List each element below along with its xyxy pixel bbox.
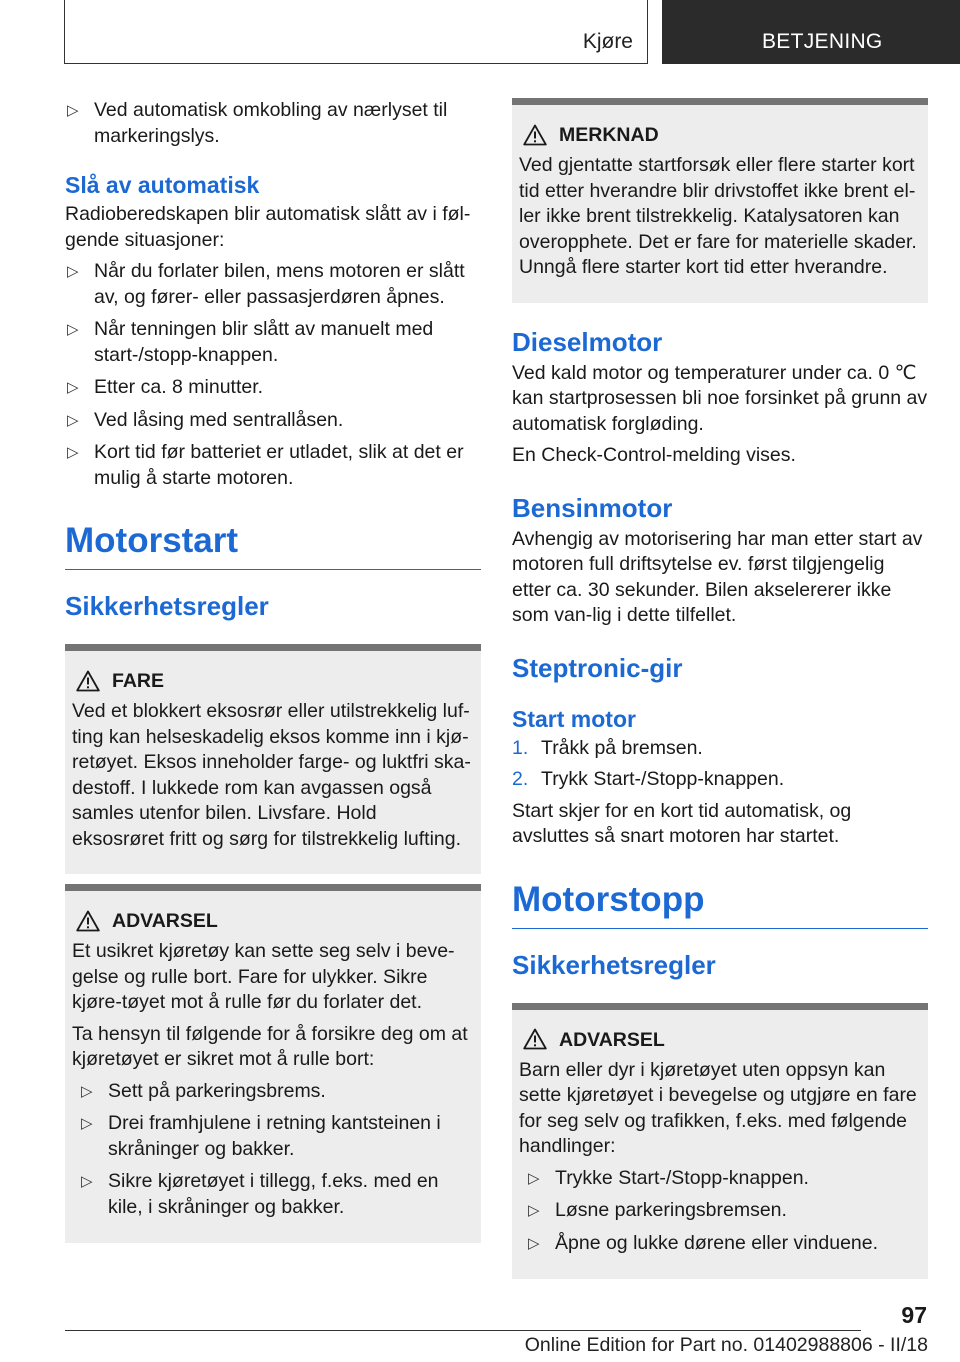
danger-box: [65, 644, 481, 874]
numbered-step: 1. Tråkk på bremsen.: [512, 736, 703, 759]
numbered-step: 2. Trykk Start-/Stopp-knappen.: [512, 768, 785, 790]
warning-box: [512, 1003, 928, 1280]
triangle-bullet-icon: ▷: [67, 263, 79, 280]
paragraph: Barn eller dyr i kjøretøyet uten oppsyn kan sette kjøretøyet i bevegelse og utgjøre en fare for seg selv og trafikken, f.eks. med følgende handlinger:: [519, 1058, 917, 1157]
paragraph: En Check-Control-melding vises.: [512, 444, 796, 466]
note-box-title: MERKNAD: [519, 121, 918, 147]
triangle-bullet-icon: ▷: [67, 321, 79, 338]
list-item: ▷ Åpne og lukke dørene eller vinduene.: [519, 1231, 918, 1257]
warning-triangle-icon: [523, 1028, 547, 1050]
danger-box-title: FARE: [72, 667, 471, 693]
list-item: ▷ Løsne parkeringsbremsen.: [519, 1198, 918, 1224]
left-column: [65, 98, 481, 1253]
list-item: ▷ Ved automatisk omkobling av nærlyset til markeringslys.: [67, 99, 448, 147]
note-box-text: Ved gjentatte startforsøk eller flere starter kort tid etter hverandre blir drivstoffet ikke brent el-ler ikke brent tilstrekkelig. Katalysatoren kan overopphete. Det er fare for materielle skader. Unngå flere starter kort tid etter hverandre.: [519, 154, 917, 278]
triangle-bullet-icon: ▷: [81, 1082, 93, 1100]
header-chapter-tab: [662, 0, 960, 64]
warning-box-title: ADVARSEL: [72, 907, 471, 933]
header-chapter-label: BETJENING: [762, 30, 883, 53]
danger-box-text: Ved et blokkert eksosrør eller utilstrekkelig luf-ting kan helseskadelig eksos komme inn i kjø-retøyet. Eksos inneholder farge- og luktfri ska-destoff. I lukkede rom kan avgassen også samles utenfor bilen. Livsfare. Hold eksosrøret fritt og sørg for tilstrekkelig lufting.: [72, 700, 471, 850]
page-number: 97: [901, 1302, 927, 1328]
subsection-heading: Start motor: [512, 705, 636, 732]
triangle-bullet-icon: ▷: [67, 102, 79, 119]
footer-edition: Online Edition for Part no. 01402988806 - II/18: [524, 1334, 928, 1356]
triangle-bullet-icon: ▷: [528, 1234, 540, 1252]
paragraph: Ta hensyn til følgende for å forsikre deg om at kjøretøyet er sikret mot å rulle bort:: [72, 1022, 468, 1070]
triangle-bullet-icon: ▷: [528, 1169, 540, 1187]
warning-triangle-icon: [76, 910, 100, 932]
paragraph: Radioberedskapen blir automatisk slått av i føl-gende situasjoner:: [65, 203, 471, 251]
section-heading: Steptronic-gir: [512, 652, 683, 683]
triangle-bullet-icon: ▷: [67, 379, 79, 396]
list-item: ▷ Drei framhjulene i retning kantsteinen i skråninger og bakker.: [81, 1112, 441, 1160]
header-section-label: Kjøre: [582, 30, 633, 53]
warning-box-title: ADVARSEL: [519, 1026, 918, 1052]
section-heading: Dieselmotor: [512, 326, 663, 357]
list-item: ▷ Kort tid før batteriet er utladet, slik at det er mulig å starte motoren.: [67, 441, 464, 489]
subsection-title: Sikkerhetsregler: [65, 591, 269, 621]
list-item: ▷ Når du forlater bilen, mens motoren er slått av, og fører- eller passasjerdøren åpnes.: [67, 260, 465, 308]
list-item: ▷ Ved låsing med sentrallåsen.: [65, 408, 481, 434]
paragraph: Ved kald motor og temperaturer under ca. 0 ℃ kan startprosessen bli noe forsinket på grunn av automatisk forgløding.: [512, 361, 928, 435]
section-heading: Slå av automatisk: [65, 172, 260, 198]
section-heading: Bensinmotor: [512, 492, 673, 523]
triangle-bullet-icon: ▷: [67, 411, 79, 429]
list-item: ▷ Når tenningen blir slått av manuelt med start-/stopp-knappen.: [67, 318, 434, 366]
chapter-title: Motorstart: [65, 519, 481, 570]
chapter-title: Motorstopp: [512, 878, 928, 929]
paragraph: Avhengig av motorisering har man etter start av motoren full driftsytelse ev. først tilgjengelig etter ca. 30 sekunder. Bilen akselererer ikke som van-lig i dette tilfellet.: [512, 527, 923, 626]
paragraph: Start skjer for en kort tid automatisk, og avsluttes så snart motoren har startet.: [512, 799, 852, 847]
list-item: ▷ Trykke Start-/Stopp-knappen.: [519, 1166, 918, 1192]
warning-box: [65, 884, 481, 1243]
triangle-bullet-icon: ▷: [67, 444, 79, 461]
warning-triangle-icon: [76, 670, 100, 692]
list-item: ▷ Sikre kjøretøyet i tillegg, f.eks. med en kile, i skråninger og bakker.: [81, 1170, 439, 1218]
triangle-bullet-icon: ▷: [81, 1173, 93, 1190]
triangle-bullet-icon: ▷: [528, 1202, 540, 1219]
triangle-bullet-icon: ▷: [81, 1115, 93, 1132]
right-column: [512, 98, 928, 1289]
list-item: ▷ Etter ca. 8 minutter.: [65, 375, 481, 401]
header-section-tab: [64, 0, 648, 64]
list-item: ▷ Sett på parkeringsbrems.: [72, 1079, 471, 1105]
note-box: [512, 98, 928, 303]
paragraph: Et usikret kjøretøy kan sette seg selv i beve-gelse og rulle bort. Fare for ulykker. Sikre kjøre-tøyet mot å rulle før du forlater det.: [72, 940, 455, 1013]
warning-triangle-icon: [523, 124, 547, 146]
footer-divider: [65, 1330, 861, 1331]
subsection-title: Sikkerhetsregler: [512, 949, 716, 980]
